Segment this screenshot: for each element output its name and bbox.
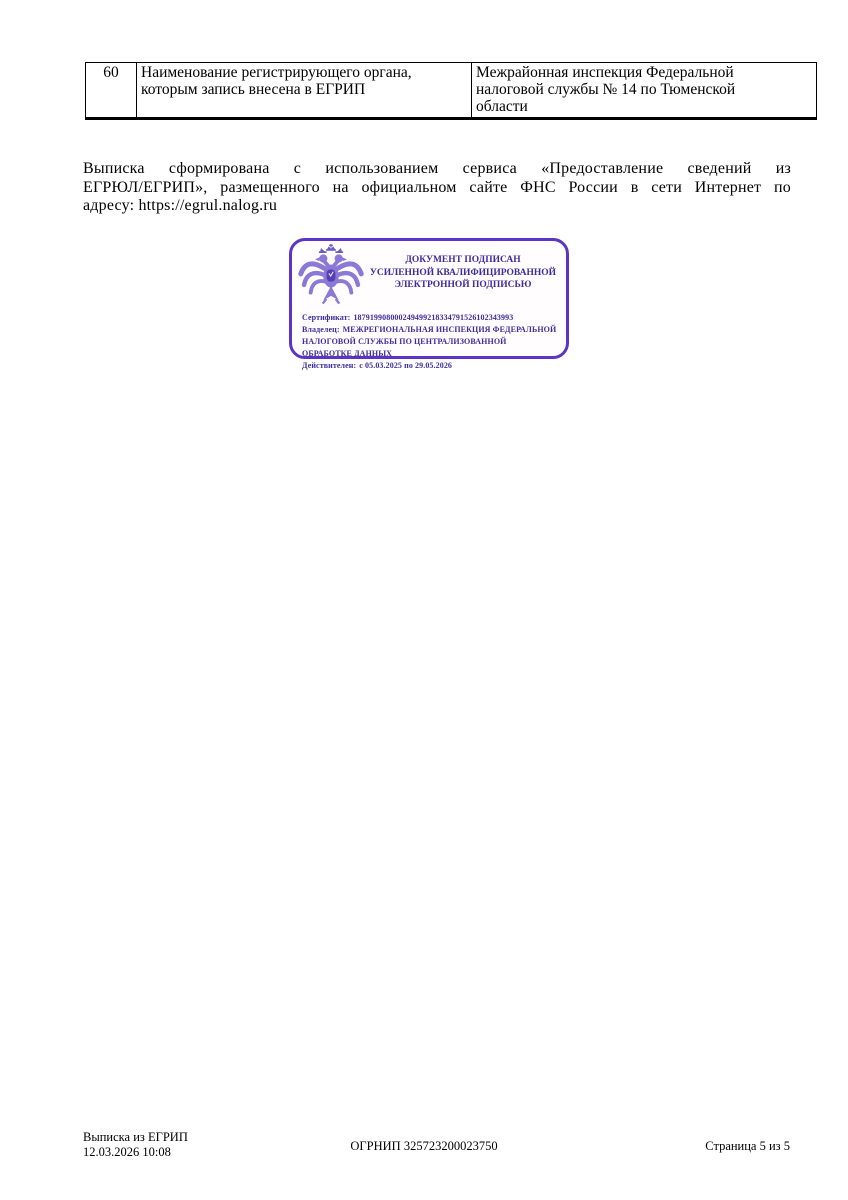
row-value-cell [472, 63, 817, 119]
stamp-title [364, 243, 562, 292]
table-row [86, 63, 817, 119]
certificate-label: Сертификат: [302, 313, 351, 322]
owner-label: Владелец: [302, 325, 340, 334]
validity-label: Действителен: [302, 361, 357, 370]
notice-line: ЕГРЮЛ/ЕГРИП», размещенного на официальном сайте ФНС России в сети Интернет по [83, 178, 791, 196]
signature-stamp [289, 238, 569, 370]
certificate-value: 187919908000249499218334791526102343993 [353, 313, 514, 322]
footer-doc-type: Выписка из ЕГРИП [83, 1130, 188, 1144]
stamp-title-line: УСИЛЕННОЙ КВАЛИФИЦИРОВАННОЙ [369, 267, 557, 278]
validity-value: с 05.03.2025 по 29.05.2026 [359, 361, 453, 370]
validity-row [302, 360, 558, 372]
stamp-title-line: ДОКУМЕНТ ПОДПИСАН [405, 255, 521, 265]
stamp-title-line: ЭЛЕКТРОННОЙ ПОДПИСЬЮ [394, 280, 532, 290]
row-label-cell [137, 63, 472, 119]
owner-row [302, 324, 558, 360]
row-value-line: Межрайонная инспекция Федеральной [476, 64, 734, 81]
row-number-cell [86, 63, 137, 119]
stamp-details [302, 312, 558, 372]
notice-line: Выписка сформирована с использованием сервиса «Предоставление сведений из [83, 160, 791, 177]
footer-datetime: 12.03.2026 10:08 [83, 1144, 171, 1159]
notice-line-url: адресу: https://egrul.nalog.ru [83, 197, 278, 214]
coat-of-arms-icon [298, 244, 364, 311]
row-value-line: области [476, 98, 528, 115]
footer-ogrnip: ОГРНИП 325723200023750 [350, 1139, 498, 1153]
row-number: 60 [103, 64, 119, 81]
owner-value: МЕЖРЕГИОНАЛЬНАЯ ИНСПЕКЦИЯ ФЕДЕРАЛЬНОЙ НАЛОГОВОЙ СЛУЖБЫ ПО ЦЕНТРАЛИЗОВАННОЙ ОБРАБОТКЕ ДАННЫХ [302, 325, 557, 358]
certificate-row [302, 312, 558, 324]
row-label-line: которым запись внесена в ЕГРИП [141, 81, 366, 98]
formation-notice [83, 160, 791, 216]
registry-table [85, 62, 817, 120]
stamp-header [296, 243, 562, 311]
footer-page-number: Страница 5 из 5 [705, 1139, 790, 1153]
row-label-line: Наименование регистрирующего органа, [141, 64, 412, 81]
row-value-line: налоговой службы № 14 по Тюменской [476, 81, 736, 98]
